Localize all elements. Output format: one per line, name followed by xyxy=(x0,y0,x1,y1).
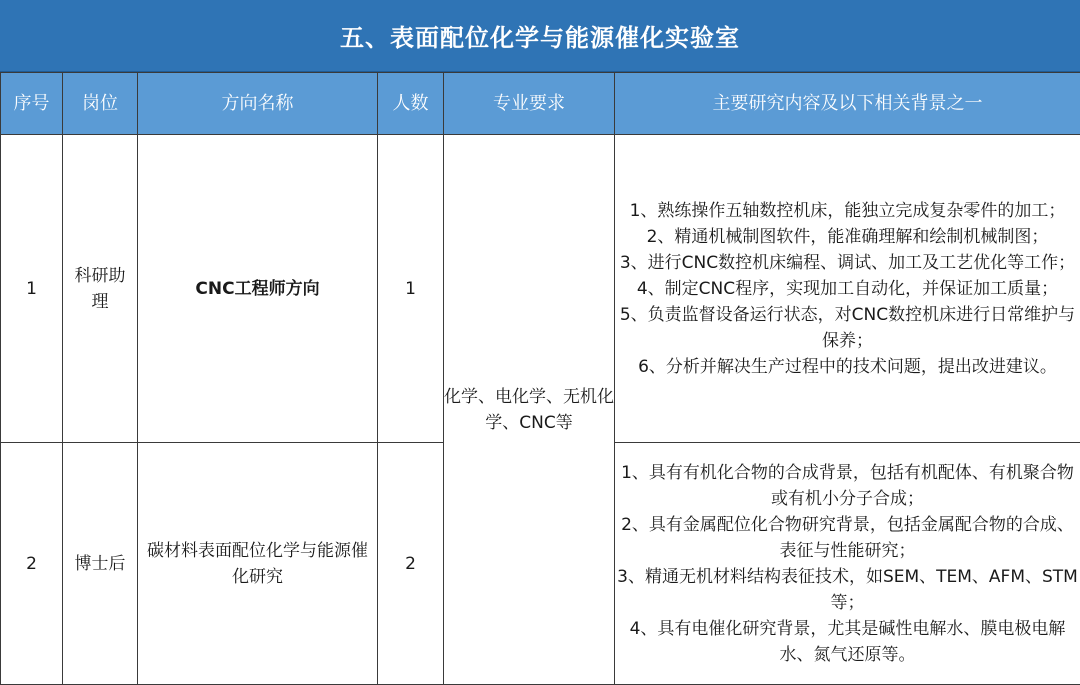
row-direction: 碳材料表面配位化学与能源催化研究 xyxy=(138,443,378,685)
duty-item: 2、精通机械制图软件，能准确理解和绘制机械制图； xyxy=(646,226,1049,247)
duty-item: 1、熟练操作五轴数控机床，能独立完成复杂零件的加工； xyxy=(629,200,1066,221)
row-duties xyxy=(615,135,1080,443)
header-row xyxy=(1,73,1080,135)
table-title: 五、表面配位化学与能源催化实验室 xyxy=(0,0,1080,72)
duty-item: 4、具有电催化研究背景，尤其是碱性电解水、膜电极电解水、氮气还原等。 xyxy=(629,618,1066,665)
header-content: 主要研究内容及以下相关背景之一 xyxy=(615,73,1080,135)
duty-item: 5、负责监督设备运行状态，对CNC数控机床进行日常维护与保养； xyxy=(619,304,1076,351)
row-direction: CNC工程师方向 xyxy=(138,135,378,443)
recruitment-table xyxy=(0,72,1080,685)
table-row xyxy=(1,135,1080,443)
row-count: 2 xyxy=(378,443,444,685)
duty-item: 6、分析并解决生产过程中的技术问题，提出改进建议。 xyxy=(638,356,1057,377)
header-index: 序号 xyxy=(1,73,63,135)
row-position: 科研助理 xyxy=(63,135,138,443)
header-count: 人数 xyxy=(378,73,444,135)
duty-item: 1、具有有机化合物的合成背景，包括有机配体、有机聚合物或有机小分子合成； xyxy=(621,462,1074,509)
header-direction: 方向名称 xyxy=(138,73,378,135)
duty-item: 3、进行CNC数控机床编程、调试、加工及工艺优化等工作； xyxy=(619,252,1076,273)
row-count: 1 xyxy=(378,135,444,443)
duty-item: 3、精通无机材料结构表征技术，如SEM、TEM、AFM、STM等； xyxy=(617,566,1078,613)
row-position: 博士后 xyxy=(63,443,138,685)
row-index: 2 xyxy=(1,443,63,685)
row-major: 化学、电化学、无机化学、CNC等 xyxy=(444,135,615,685)
row-index: 1 xyxy=(1,135,63,443)
duty-item: 4、制定CNC程序，实现加工自动化，并保证加工质量； xyxy=(636,278,1059,299)
duty-item: 2、具有金属配位化合物研究背景，包括金属配合物的合成、表征与性能研究； xyxy=(621,514,1074,561)
header-major: 专业要求 xyxy=(444,73,615,135)
header-position: 岗位 xyxy=(63,73,138,135)
row-duties xyxy=(615,443,1080,685)
